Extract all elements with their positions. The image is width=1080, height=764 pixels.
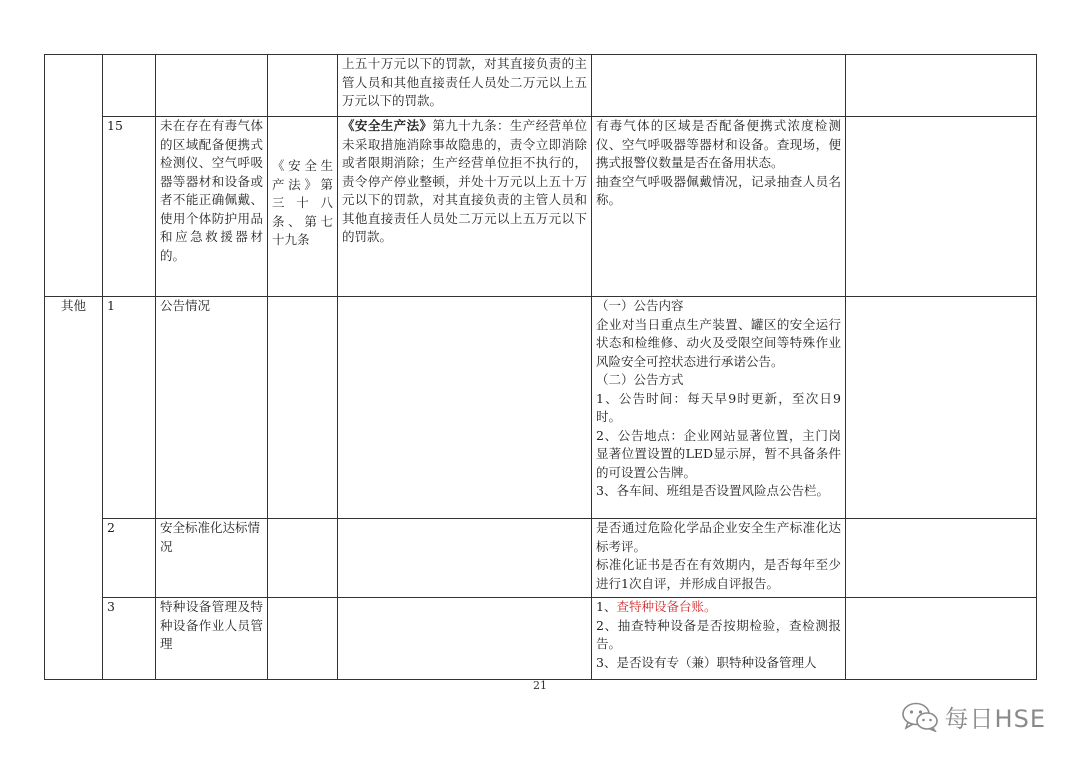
basis-cell (268, 297, 338, 519)
penalty-cell (338, 117, 592, 297)
item-cell: 特种设备管理及特种设备作业人员管理 (156, 598, 268, 680)
number-cell (103, 55, 156, 117)
basis-cell (268, 519, 338, 598)
watermark (901, 699, 1046, 734)
method-text: 标准化证书是否在有效期内，是否每年至少进行1次自评，并形成自评报告。 (596, 557, 841, 591)
remark-cell (846, 598, 1037, 680)
table-row (45, 297, 1037, 519)
method-text: 2、抽查特种设备是否按期检验，查检测报告。 (596, 617, 841, 651)
inspection-table (44, 54, 1037, 680)
category-cell-prev (45, 55, 103, 297)
number-cell: 1 (103, 297, 156, 519)
table-row (45, 598, 1037, 680)
remark-cell (846, 297, 1037, 519)
method-heading: （一）公告内容 (596, 298, 684, 313)
law-name: 《安全生产法》 (342, 118, 433, 133)
number-cell: 3 (103, 598, 156, 680)
table-row (45, 519, 1037, 598)
penalty-cell (338, 55, 592, 117)
method-cell (592, 598, 846, 680)
basis-cell: 《安全生产法》第三十八条、第七十九条 (268, 117, 338, 297)
method-text: 有毒气体的区域是否配备便携式浓度检测仪、空气呼吸器等器材和设备。查现场，便携式报警仪数量是否在备用状态。 (596, 118, 841, 170)
method-cell (592, 55, 846, 117)
item-cell: 安全标准化达标情况 (156, 519, 268, 598)
method-cell (592, 519, 846, 598)
basis-cell (268, 598, 338, 680)
watermark-text: 每日HSE (944, 705, 1046, 733)
penalty-cell (338, 519, 592, 598)
number-cell: 2 (103, 519, 156, 598)
highlight-text: 查特种设备台账。 (616, 599, 717, 614)
item-cell: 公告情况 (156, 297, 268, 519)
penalty-text: 上五十万元以下的罚款，对其直接负责的主管人员和其他直接责任人员处二万元以上五万元以下的罚款。 (342, 56, 587, 108)
method-prefix: 1、 (596, 599, 617, 614)
method-cell (592, 117, 846, 297)
table-row (45, 55, 1037, 117)
remark-cell (846, 519, 1037, 598)
method-text: 3、各车间、班组是否设置风险点公告栏。 (596, 483, 829, 498)
number-cell: 15 (103, 117, 156, 297)
method-text: 企业对当日重点生产装置、罐区的安全运行状态和检维修、动火及受限空间等特殊作业风险安全可控状态进行承诺公告。 (596, 316, 841, 369)
remark-cell (846, 117, 1037, 297)
basis-cell (268, 55, 338, 117)
method-cell (592, 297, 846, 519)
item-cell (156, 55, 268, 117)
page-number: 21 (533, 679, 547, 692)
table-row (45, 117, 1037, 297)
method-text: 3、是否设有专（兼）职特种设备管理人 (596, 654, 817, 670)
wechat-icon (901, 702, 939, 732)
penalty-text: 第九十九条：生产经营单位未采取措施消除事故隐患的，责令立即消除或者限期消除；生产经营单位拒不执行的，责令停产停业整顿，并处十万元以上五十万元以下的罚款，对其直接负责的主管人员和其他直接责任人员处二万元以上五万元以下的罚款。 (342, 118, 587, 244)
remark-cell (846, 55, 1037, 117)
method-text (596, 598, 841, 617)
penalty-cell (338, 297, 592, 519)
method-text: 2、公告地点：企业网站显著位置，主门岗显著位置设置的LED显示屏，暂不具备条件的可设置公告牌。 (596, 427, 841, 480)
method-text: 1、公告时间：每天早9时更新，至次日9时。 (596, 390, 841, 424)
item-cell: 未在存在有毒气体的区域配备便携式检测仪、空气呼吸器等器材和设备或者不能正确佩戴、使用个体防护用品和应急救援器材的。 (156, 117, 268, 297)
method-text: 是否通过危险化学品企业安全生产标准化达标考评。 (596, 520, 841, 554)
penalty-cell (338, 598, 592, 680)
category-cell: 其他 (45, 297, 103, 680)
method-text: 抽查空气呼吸器佩戴情况，记录抽查人员名称。 (596, 173, 841, 207)
method-heading: （二）公告方式 (596, 372, 684, 387)
